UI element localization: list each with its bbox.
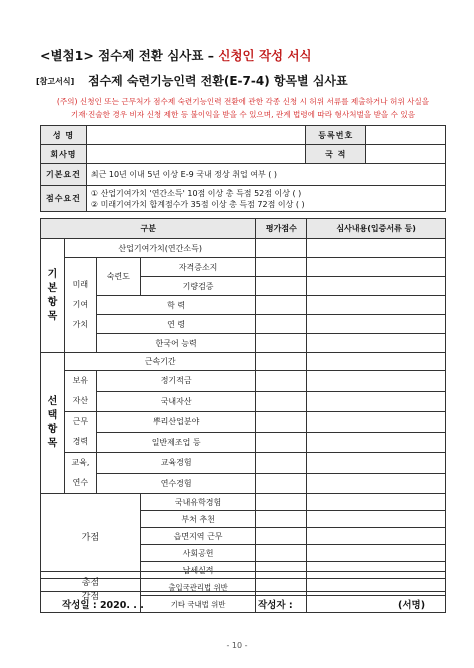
edu-exp-label: 교육경험 <box>96 453 256 474</box>
skill-test-label: 기량검증 <box>140 277 256 296</box>
score-cell[interactable] <box>256 494 307 511</box>
detail-cell[interactable] <box>307 494 446 511</box>
skill-label: 숙련도 <box>96 258 140 296</box>
tax-label: 납세실적 <box>140 562 256 579</box>
company-field[interactable] <box>86 145 305 164</box>
title-red-note: 신청인 작성 서식 <box>218 48 312 63</box>
score-cell[interactable] <box>256 315 307 334</box>
score-cell[interactable] <box>256 296 307 315</box>
select-group-label: 선택항목 <box>41 353 65 494</box>
edu-training-label: 교육,연수 <box>64 453 96 494</box>
detail-cell[interactable] <box>307 315 446 334</box>
detail-cell[interactable] <box>307 511 446 528</box>
score-cell[interactable] <box>256 528 307 545</box>
korean-label: 한국어 능력 <box>96 334 256 353</box>
basic-req-text[interactable]: 최근 10년 이내 5년 이상 E-9 국내 정상 취업 여부 ( ) <box>86 164 445 186</box>
name-label: 성 명 <box>41 126 87 145</box>
future-label: 미래기여가치 <box>64 258 96 353</box>
reg-no-field[interactable] <box>366 126 446 145</box>
detail-cell[interactable] <box>307 371 446 392</box>
basic-group-label: 기본항목 <box>41 239 65 353</box>
total-detail-cell[interactable] <box>307 572 446 592</box>
detail-cell[interactable] <box>307 453 446 474</box>
score-cell[interactable] <box>256 277 307 296</box>
social-label: 사회공헌 <box>140 545 256 562</box>
education-label: 학 력 <box>96 296 256 315</box>
holding-label: 보유자산 <box>64 371 96 412</box>
company-label: 회사명 <box>41 145 87 164</box>
score-cell[interactable] <box>256 545 307 562</box>
work-exp-label: 근무경력 <box>64 412 96 453</box>
cert-label: 자격증소지 <box>140 258 256 277</box>
savings-label: 정기적금 <box>96 371 256 392</box>
study-abroad-label: 국내유학경험 <box>140 494 256 511</box>
applicant-info-table <box>40 125 446 212</box>
detail-cell[interactable] <box>307 545 446 562</box>
score-req-label: 점수요건 <box>41 186 87 212</box>
score-cell[interactable] <box>256 391 307 412</box>
total-table <box>40 571 446 592</box>
immig-violation-label: 출입국관리법 위반 <box>140 579 256 596</box>
detail-cell[interactable] <box>307 528 446 545</box>
score-cell[interactable] <box>256 432 307 453</box>
total-label: 총점 <box>41 572 141 592</box>
score-cell[interactable] <box>256 511 307 528</box>
total-blank-cell <box>140 572 256 592</box>
detail-cell[interactable] <box>307 296 446 315</box>
score-cell[interactable] <box>256 353 307 371</box>
detail-cell[interactable] <box>307 391 446 412</box>
scoring-table <box>40 218 446 613</box>
author-label: 작성자 : <box>258 600 293 611</box>
nationality-field[interactable] <box>366 145 446 164</box>
detail-cell[interactable] <box>307 277 446 296</box>
score-cell[interactable] <box>256 371 307 392</box>
spouse-label: 부처 추천 <box>140 511 256 528</box>
detail-cell[interactable] <box>307 473 446 494</box>
tenure-label: 근속기간 <box>64 353 255 371</box>
age-label: 연 령 <box>96 315 256 334</box>
other-violation-label: 기타 국내법 위반 <box>140 596 256 613</box>
form-title: 점수제 숙련기능인력 전환(E-7-4) 항목별 심사표 <box>88 74 348 88</box>
detail-cell[interactable] <box>307 353 446 371</box>
score-cell[interactable] <box>256 453 307 474</box>
score-cell[interactable] <box>256 334 307 353</box>
col-detail: 심사내용(입증서류 등) <box>307 219 446 239</box>
bonus-label: 가점 <box>41 494 141 579</box>
domestic-assets-label: 국내자산 <box>96 391 256 412</box>
root-industry-label: 뿌리산업분야 <box>96 412 256 433</box>
score-cell[interactable] <box>256 412 307 433</box>
industry-label: 산업기여가치(연간소득) <box>64 239 255 258</box>
signature-field[interactable]: (서명) <box>398 600 426 611</box>
detail-cell[interactable] <box>307 412 446 433</box>
warning-note: (주의) 신청인 또는 근무처가 점수제 숙련기능인력 전환에 관한 각종 신청 시 허위 서류를 제출하거나 허위 사실을 기재·진술한 경우 비자 신청 제한 등 불이익을 받을 수 있으며, 관계 법령에 따라 형사처벌을 받을 수 있음 <box>56 97 430 119</box>
training-exp-label: 연수경험 <box>96 473 256 494</box>
reg-no-label: 등록번호 <box>306 126 366 145</box>
score-cell[interactable] <box>256 473 307 494</box>
col-category: 구분 <box>41 219 256 239</box>
score-req-2[interactable]: ② 미래기여가치 합계점수가 35점 이상 총 득점 72점 이상 ( ) <box>90 199 305 209</box>
deduction-label: 감점 <box>41 579 141 613</box>
reference-tag: [참고서식] <box>36 77 75 86</box>
name-field[interactable] <box>86 126 305 145</box>
basic-req-label: 기본요건 <box>41 164 87 186</box>
score-req-1[interactable]: ① 산업기여가치 '연간소득' 10점 이상 총 득점 52점 이상 ( ) <box>90 188 302 198</box>
manufacturing-label: 일반제조업 등 <box>96 432 256 453</box>
page-title: <별첨1> 점수제 전환 심사표 – 신청인 작성 서식 <box>40 48 312 63</box>
col-score: 평가점수 <box>256 219 307 239</box>
detail-cell[interactable] <box>307 239 446 258</box>
detail-cell[interactable] <box>307 432 446 453</box>
score-cell[interactable] <box>256 239 307 258</box>
rural-work-label: 읍면지역 근무 <box>140 528 256 545</box>
detail-cell[interactable] <box>307 258 446 277</box>
total-score-cell[interactable] <box>256 572 307 592</box>
page-number: - 10 - <box>226 641 248 650</box>
nationality-label: 국 적 <box>306 145 366 164</box>
score-cell[interactable] <box>256 258 307 277</box>
date-field[interactable]: 작성일 : 2020. . . <box>62 600 144 611</box>
detail-cell[interactable] <box>307 334 446 353</box>
